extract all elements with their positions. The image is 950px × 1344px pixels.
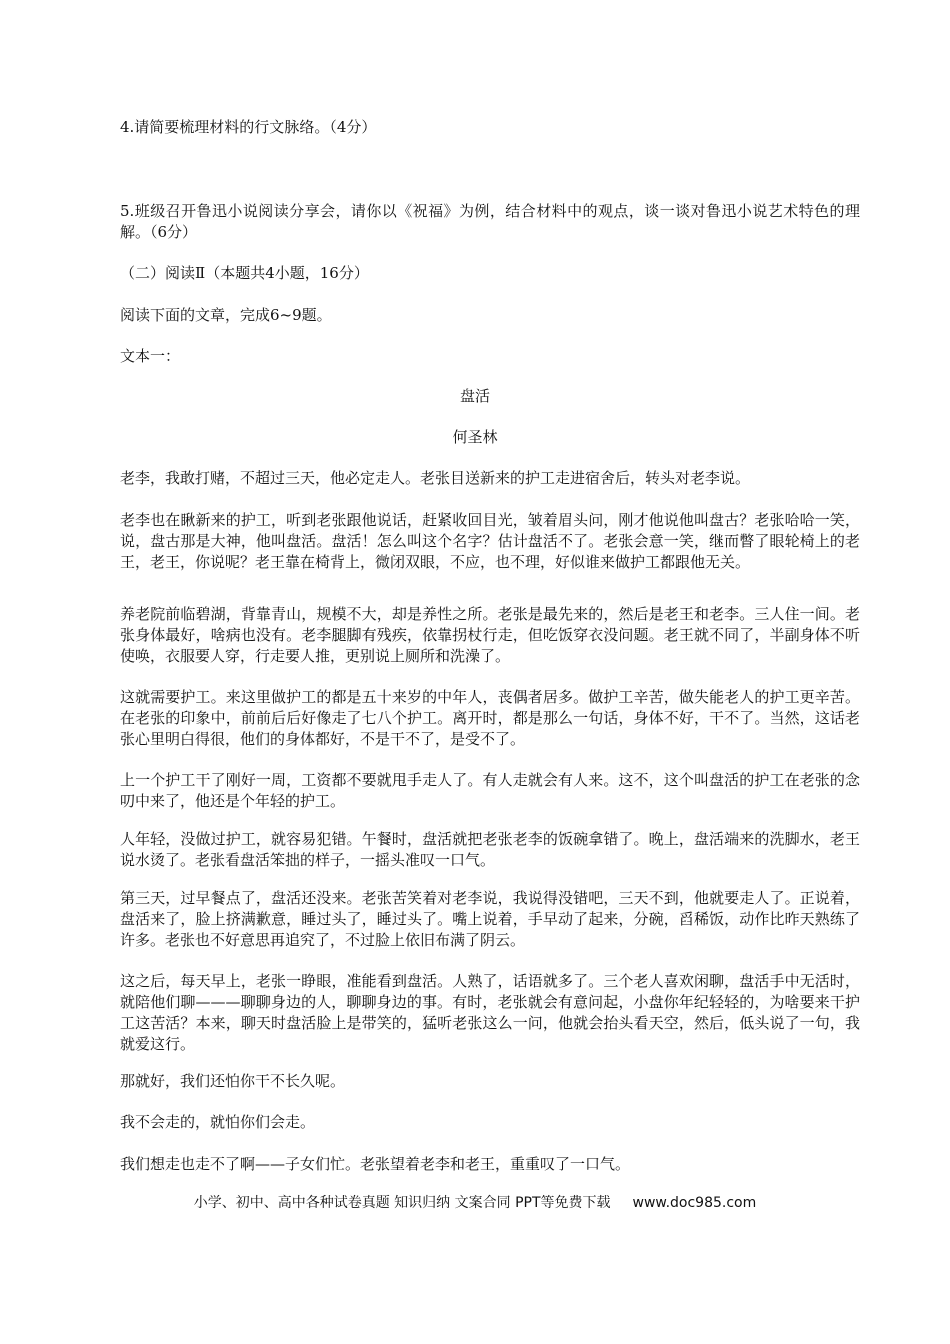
article-paragraph: 上一个护工干了刚好一周，工资都不要就甩手走人了。有人走就会有人来。这不，这个叫盘活的护工在老张的念叨中来了，他还是个年轻的护工。 — [120, 771, 860, 810]
section-heading — [120, 263, 860, 284]
question-5 — [120, 201, 860, 243]
section-heading-text: （二）阅读Ⅱ（本题共4小题，16分） — [120, 264, 369, 282]
footer-url[interactable]: www.doc985.com — [632, 1195, 757, 1211]
article-paragraph: 这之后，每天早上，老张一睁眼，准能看到盘活。人熟了，话语就多了。三个老人喜欢闲聊，盘活手中无活时，就陪他们聊———聊聊身边的人，聊聊身边的事。有时，老张就会有意问起，小盘你年纪轻轻的，为啥要来干护工这苦活？本来，聊天时盘活脸上是带笑的，猛听老张这么一问，他就会抬头看天空，然后，低头说了一句，我就爱这行。 — [120, 972, 860, 1053]
article-author: 何圣林 — [452, 428, 498, 446]
question-4-text: 4.请简要梳理材料的行文脉络。（4分） — [120, 118, 377, 136]
page-footer — [0, 1193, 950, 1213]
text-label — [120, 346, 860, 367]
text-label-text: 文本一： — [120, 347, 181, 365]
footer-text: 小学、初中、高中各种试卷真题 知识归纳 文案合同 PPT等免费下载 — [193, 1195, 611, 1211]
article-paragraph: 老李也在瞅新来的护工，听到老张跟他说话，赶紧收回目光，皱着眉头问，刚才他说他叫盘古？老张哈哈一笑，说，盘古那是大神，他叫盘活。盘活！怎么叫这个名字？估计盘活不了。老张会意一笑，继而瞥了眼轮椅上的老王，老王，你说呢？老王靠在椅背上，微闭双眼，不应，也不理，好似谁来做护工都跟他无关。 — [120, 511, 860, 571]
article-paragraph: 这就需要护工。来这里做护工的都是五十来岁的中年人，丧偶者居多。做护工辛苦，做失能老人的护工更辛苦。在老张的印象中，前前后后好像走了七八个护工。离开时，都是那么一句话，身体不好，干不了。当然，这话老张心里明白得很，他们的身体都好，不是干不了，是受不了。 — [120, 688, 860, 748]
article-paragraph: 养老院前临碧湖，背靠青山，规模不大，却是养性之所。老张是最先来的，然后是老王和老李。三人住一间。老张身体最好，啥病也没有。老李腿脚有残疾，依靠拐杖行走，但吃饭穿衣没问题。老王就不同了，半副身体不听使唤，衣服要人穿，行走要人推，更别说上厕所和洗澡了。 — [120, 605, 860, 665]
section-instruction-text: 阅读下面的文章，完成6~9题。 — [120, 306, 332, 324]
article-title: 盘活 — [459, 387, 490, 405]
question-5-text: 5.班级召开鲁迅小说阅读分享会，请你以《祝福》为例，结合材料中的观点，谈一谈对鲁迅小说艺术特色的理解。（6分） — [120, 202, 860, 241]
article-paragraph: 人年轻，没做过护工，就容易犯错。午餐时，盘活就把老张老李的饭碗拿错了。晚上，盘活端来的洗脚水，老王说水烫了。老张看盘活笨拙的样子，一摇头准叹一口气。 — [120, 830, 860, 869]
section-instruction — [120, 305, 860, 326]
question-4 — [120, 117, 860, 138]
article-paragraph: 我们想走也走不了啊——子女们忙。老张望着老李和老王，重重叹了一口气。 — [120, 1155, 631, 1173]
article-paragraph: 第三天，过早餐点了，盘活还没来。老张苦笑着对老李说，我说得没错吧，三天不到，他就要走人了。正说着，盘活来了，脸上挤满歉意，睡过头了，睡过头了。嘴上说着，手早动了起来，分碗，舀稀饭，动作比昨天熟练了许多。老张也不好意思再追究了，不过脸上依旧布满了阴云。 — [120, 889, 860, 949]
article-paragraph: 老李，我敢打赌，不超过三天，他必定走人。老张目送新来的护工走进宿舍后，转头对老李说。 — [120, 469, 751, 487]
article-paragraph: 我不会走的，就怕你们会走。 — [120, 1113, 316, 1131]
article-paragraph: 那就好，我们还怕你干不长久呢。 — [120, 1072, 346, 1090]
